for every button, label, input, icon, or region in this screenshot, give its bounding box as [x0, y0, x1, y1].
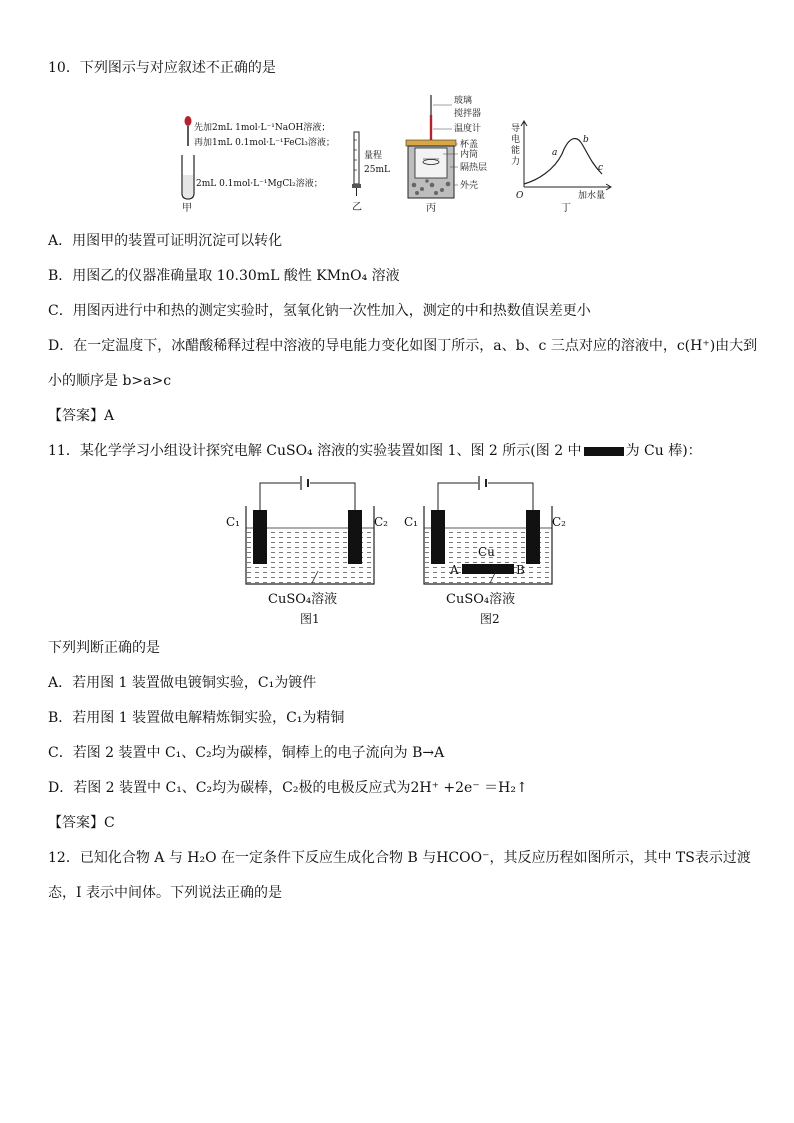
- yi-range-label: 量程: [364, 151, 383, 161]
- figure-bing: [398, 93, 510, 215]
- ding-ylabel-1: 导: [511, 124, 521, 134]
- fig1-solution: CuSO₄溶液: [268, 592, 338, 607]
- bing-label-1: 玻璃: [454, 96, 473, 106]
- figure-2: [400, 470, 580, 630]
- fig1-c2: C₂: [374, 515, 388, 529]
- q10-option-b: B．用图乙的仪器准确量取 10.30mL 酸性 KMnO₄ 溶液: [48, 268, 400, 284]
- q11-stem-suffix: 为 Cu 棒)：: [625, 443, 702, 459]
- q10-option-d: D．在一定温度下，冰醋酸稀释过程中溶液的导电能力变化如图丁所示，a、b、c 三点对应的溶液中，c(H⁺)由大到: [48, 338, 758, 354]
- caption-ding: 丁: [561, 203, 571, 214]
- caption-bing: 丙: [426, 203, 436, 214]
- fig1-c1: C₁: [226, 515, 240, 529]
- q11-option-d: D．若图 2 装置中 C₁、C₂均为碳棒，C₂极的电极反应式为2H⁺ +2e⁻ ＝H₂↑: [48, 780, 528, 796]
- fig2-solution: CuSO₄溶液: [446, 592, 516, 607]
- test-tube-icon: [182, 155, 194, 199]
- bing-label-6: 隔热层: [460, 163, 488, 173]
- bing-label-2: 搅拌器: [454, 109, 482, 119]
- ding-ylabel-3: 能: [511, 146, 521, 156]
- q12-line-2: 态，I 表示中间体。下列说法正确的是: [48, 885, 282, 901]
- q11-stem-prefix: 11．某化学学习小组设计探究电解 CuSO₄ 溶液的实验装置如图 1、图 2 所示(图 2 中: [48, 443, 582, 459]
- electrolytic-cell-1: [246, 476, 374, 584]
- figure-1: [222, 470, 402, 630]
- fig2-c1: C₁: [404, 515, 418, 529]
- ding-origin: O: [516, 191, 524, 201]
- ding-xlabel: 加水量: [578, 191, 606, 201]
- fig2-cu: Cu: [478, 545, 495, 559]
- q10-option-a: A．用图甲的装置可证明沉淀可以转化: [48, 233, 283, 249]
- fig2-caption: 图2: [480, 612, 500, 626]
- figure-yi: [344, 130, 394, 215]
- fig2-b: B: [516, 563, 525, 577]
- ding-point-a: a: [552, 148, 558, 158]
- burette-icon: [352, 132, 361, 196]
- bing-label-3: 温度计: [454, 124, 482, 134]
- q10-answer: 【答案】A: [48, 408, 115, 424]
- q10-option-d-cont: 小的顺序是 b>a>c: [48, 373, 172, 389]
- bing-label-4: 杯盖: [460, 140, 479, 150]
- dropper-icon: [185, 116, 192, 146]
- yi-range-value: 25mL: [364, 165, 390, 175]
- conductivity-curve: [521, 121, 611, 190]
- jia-step2: 再加1mL 0.1mol·L⁻¹FeCl₃溶液；: [194, 138, 335, 148]
- calorimeter-icon: [406, 95, 458, 198]
- q11-question: 下列判断正确的是: [48, 640, 160, 656]
- jia-initial: 2mL 0.1mol·L⁻¹MgCl₂溶液；: [196, 179, 323, 189]
- q11-option-b: B．若用图 1 装置做电解精炼铜实验，C₁为精铜: [48, 710, 345, 726]
- ding-point-b: b: [583, 135, 589, 145]
- q12-line-1: 12．已知化合物 A 与 H₂O 在一定条件下反应生成化合物 B 与HCOO⁻，其反应历程如图所示，其中 TS表示过渡: [48, 850, 751, 866]
- caption-yi: 乙: [352, 202, 362, 213]
- q10-option-c: C．用图丙进行中和热的测定实验时，氢氧化钠一次性加入，测定的中和热数值误差更小: [48, 303, 591, 319]
- electrolytic-cell-2: [424, 476, 552, 584]
- q11-option-c: C．若图 2 装置中 C₁、C₂均为碳棒，铜棒上的电子流向为 B→A: [48, 745, 445, 761]
- ding-point-c: c: [598, 163, 604, 173]
- q11-option-a: A．若用图 1 装置做电镀铜实验，C₁为镀件: [48, 675, 317, 691]
- q10-stem: 10．下列图示与对应叙述不正确的是: [48, 60, 276, 76]
- fig1-caption: 图1: [300, 612, 320, 626]
- bing-label-5: 内筒: [460, 150, 479, 160]
- jia-step1: 先加2mL 1mol·L⁻¹NaOH溶液；: [194, 123, 331, 133]
- fig2-a: A: [450, 563, 459, 577]
- ding-ylabel-2: 电: [511, 135, 521, 145]
- bing-label-7: 外壳: [460, 181, 479, 191]
- ding-ylabel-4: 力: [511, 157, 521, 167]
- cu-rod-icon: [584, 447, 624, 456]
- q11-answer: 【答案】C: [48, 815, 115, 831]
- caption-jia: 甲: [182, 203, 192, 214]
- figure-ding: [506, 118, 616, 215]
- q11-stem: [48, 441, 702, 461]
- fig2-c2: C₂: [552, 515, 566, 529]
- figure-jia: [178, 113, 348, 215]
